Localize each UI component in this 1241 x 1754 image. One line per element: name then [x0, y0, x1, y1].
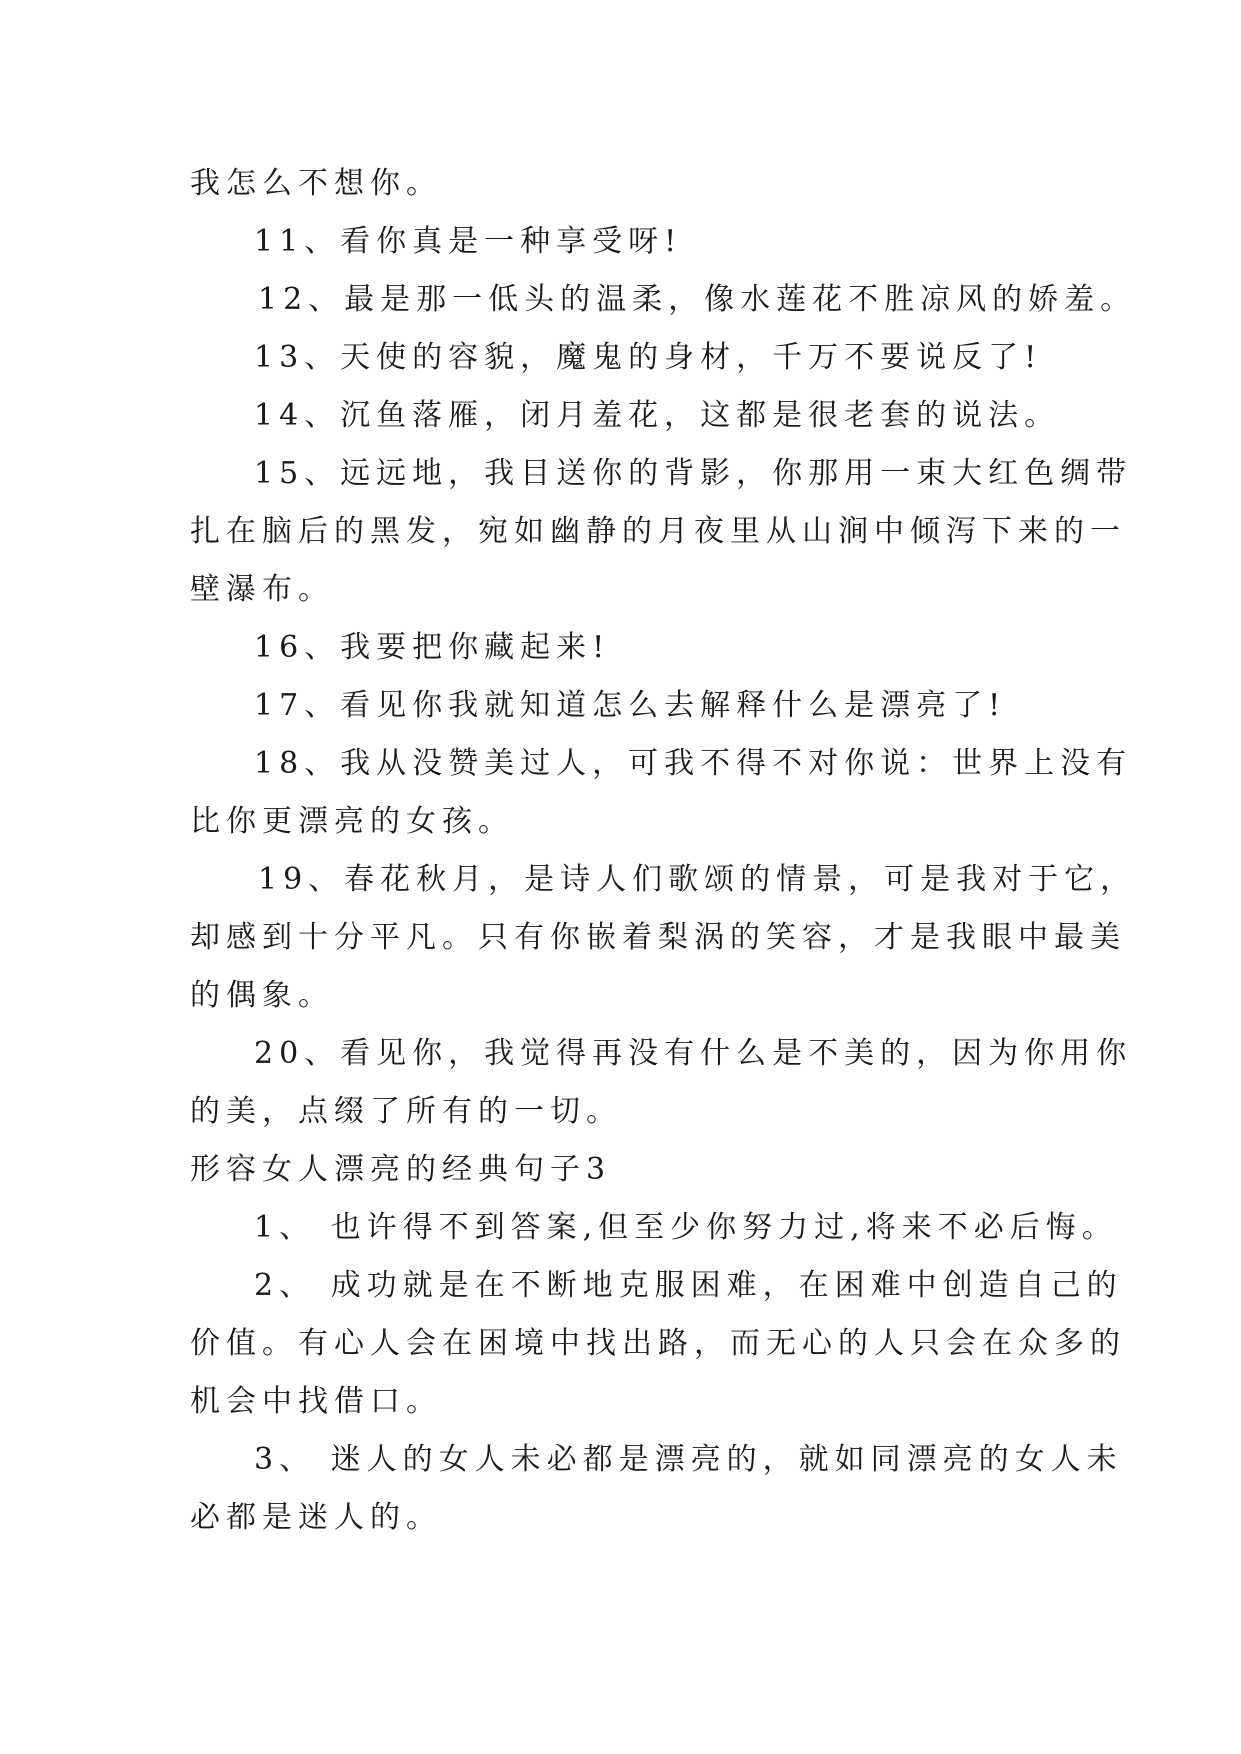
text-line: 必都是迷人的。	[190, 1500, 442, 1535]
text-line: 我怎么不想你。	[190, 166, 442, 201]
text-line: 的美，点缀了所有的一切。	[190, 1094, 622, 1129]
text-line: 机会中找借口。	[190, 1384, 442, 1419]
list-item-14: 14、沉鱼落雁，闭月羞花，这都是很老套的说法。	[254, 398, 1061, 433]
list-item-16: 16、我要把你藏起来!	[254, 630, 611, 665]
list-item-2: 2、 成功就是在不断地克服困难，在困难中创造自己的	[254, 1268, 1123, 1303]
list-item-13: 13、天使的容貌，魔鬼的身材，千万不要说反了!	[254, 340, 1043, 375]
text-line: 的偶象。	[190, 978, 334, 1013]
section-heading: 形容女人漂亮的经典句子3	[190, 1152, 612, 1187]
text-line: 价值。有心人会在困境中找出路，而无心的人只会在众多的	[190, 1326, 1126, 1361]
text-line: 壁瀑布。	[190, 572, 334, 607]
list-item-20: 20、看见你，我觉得再没有什么是不美的，因为你用你	[254, 1036, 1133, 1071]
text-line: 却感到十分平凡。只有你嵌着梨涡的笑容，才是我眼中最美	[190, 920, 1126, 955]
list-item-15: 15、远远地，我目送你的背影，你那用一束大红色绸带	[254, 456, 1133, 491]
list-item-12: 12、最是那一低头的温柔，像水莲花不胜凉风的娇羞。	[258, 282, 1137, 317]
list-item-18: 18、我从没赞美过人，可我不得不对你说：世界上没有	[254, 746, 1133, 781]
text-line: 扎在脑后的黑发，宛如幽静的月夜里从山涧中倾泻下来的一	[190, 514, 1126, 549]
list-item-11: 11、看你真是一种享受呀!	[254, 224, 683, 259]
list-item-1: 1、 也许得不到答案,但至少你努力过,将来不必后悔。	[254, 1210, 1118, 1245]
list-item-19: 19、春花秋月，是诗人们歌颂的情景，可是我对于它，	[258, 862, 1137, 897]
list-item-3: 3、 迷人的女人未必都是漂亮的，就如同漂亮的女人未	[254, 1442, 1123, 1477]
text-line: 比你更漂亮的女孩。	[190, 804, 514, 839]
list-item-17: 17、看见你我就知道怎么去解释什么是漂亮了!	[254, 688, 1007, 723]
